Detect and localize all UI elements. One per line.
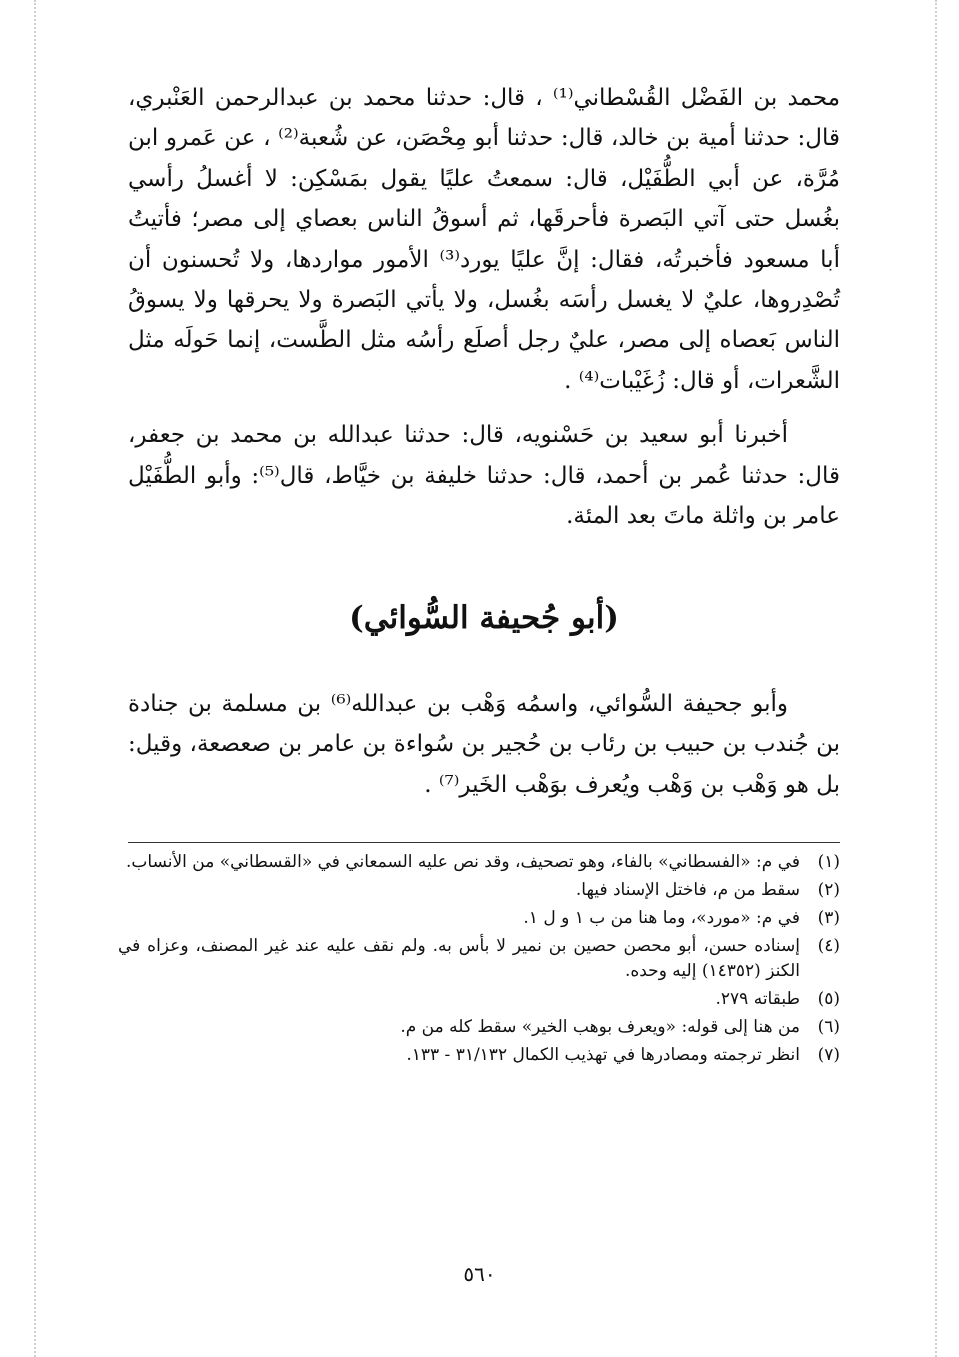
footnote-text: في م: «الفسطاني» بالفاء، وهو تصحيف، وقد نص عليه السمعاني في «القسطاني» من الأنساب. [125, 852, 800, 872]
footnote-number: (٥) [817, 989, 840, 1009]
footnote-text: إسناده حسن، أبو محصن حصين بن نمير لا بأس به. ولم نقف عليه عند غير المصنف، وعزاه في الكنز (١٤٣٥٢) إليه وحده. [118, 936, 800, 981]
footnote-number: (٢) [817, 880, 840, 900]
section-title: (أبو جُحيفة السُّوائي) [349, 600, 619, 636]
footnote-divider [128, 842, 840, 843]
footnote-item [118, 987, 840, 1012]
page-number: ٥٦٠ [463, 1262, 496, 1286]
footnote-number: (٤) [817, 936, 840, 956]
footnote-number: (٦) [817, 1017, 840, 1037]
footnote-text: من هنا إلى قوله: «ويعرف بوهب الخير» سقط كله من م. [400, 1017, 800, 1037]
main-paragraph-1: محمد بن الفَضْل القُسْطاني⁽¹⁾ ، قال: حدثنا محمد بن عبدالرحمن العَنْبري، قال: حدثنا أمية بن خالد، قال: حدثنا أبو مِحْصَن، عن شُعبة⁽²⁾ ، عن عَمرو ابن مُرَّة، عن أبي الطُّفَيْل، قال: سمعتُ عليًا يقول بمَسْكِن: لا أغسلُ رأسي بغُسل حتى آتي البَصرة فأحرقَها، ثم أسوقُ الناس بعصاي إلى مصر؛ فأتيتُ أبا مسعود فأخبرتُه، فقال: إنَّ عليًا يورد⁽³⁾ الأمور مواردها، ولا تُحسنون أن تُصْدِروها، عليٌ لا يغسل رأسَه بغُسل، ولا يأتي البَصرة ولا يحرقها ولا يسوقُ الناس بَعصاه إلى مصر، عليٌ رجل أصلَع رأسُه مثل الطَّست، إنما حَولَه مثل الشَّعرات، أو قال: زُغَيْبات⁽⁴⁾ . [128, 85, 841, 394]
footnote-text: انظر ترجمته ومصادرها في تهذيب الكمال ٣١/١٣٢ - ١٣٣. [406, 1045, 800, 1065]
footnote-item [118, 934, 840, 984]
section-text [128, 684, 840, 805]
footnote-number: (١) [817, 852, 840, 872]
footnote-item [118, 850, 840, 875]
footnote-number: (٧) [817, 1045, 840, 1065]
page-edge-left [34, 0, 36, 1357]
main-paragraph-2: أخبرنا أبو سعيد بن حَسْنويه، قال: حدثنا عبدالله بن محمد بن جعفر، قال: حدثنا عُمر بن أحمد، قال: حدثنا خليفة بن خيَّاط، قال⁽⁵⁾: وأبو الطُّفَيْل عامر بن واثلة ماتَ بعد المئة. [128, 422, 840, 530]
main-text [128, 78, 840, 536]
page-edge-right [935, 0, 937, 1357]
footnote-text: في م: «مورد»، وما هنا من ب ١ و ل ١. [523, 908, 800, 928]
footnote-text: سقط من م، فاختل الإسناد فيها. [575, 880, 800, 900]
footnote-item [118, 1043, 840, 1068]
footnote-item [118, 878, 840, 903]
footnotes [118, 850, 840, 1071]
footnote-item [118, 1015, 840, 1040]
footnote-number: (٣) [817, 908, 840, 928]
footnote-item [118, 906, 840, 931]
section-paragraph: وأبو جحيفة السُّوائي، واسمُه وَهْب بن عبدالله⁽⁶⁾ بن مسلمة بن جنادة بن جُندب بن حبيب بن رئاب بن حُجير بن سُواءة بن عامر بن صعصعة، وقيل: بل هو وَهْب بن وَهْب ويُعرف بوَهْب الخَير⁽⁷⁾ . [128, 691, 840, 798]
footnote-text: طبقاته ٢٧٩. [715, 989, 800, 1009]
